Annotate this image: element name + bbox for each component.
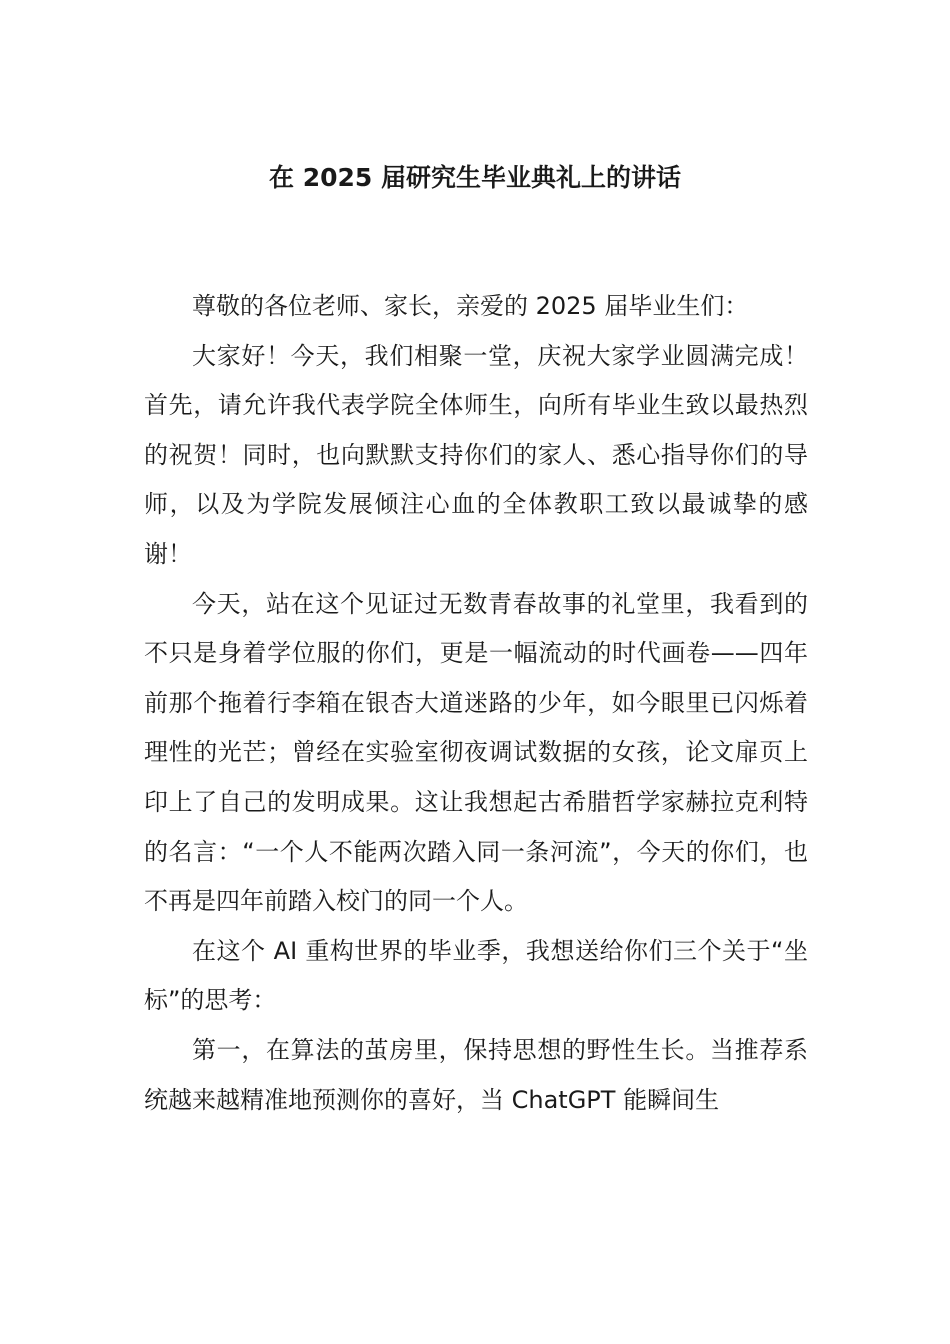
paragraph-reflection: 今天，站在这个见证过无数青春故事的礼堂里，我看到的不只是身着学位服的你们，更是一幅流动的时代画卷——四年前那个拖着行李箱在银杏大道迷路的少年，如今眼里已闪烁着理性的光芒；曾经在实验室彻夜调试数据的女孩，论文扉页上印上了自己的发明成果。这让我想起古希腊哲学家赫拉克利特的名言：“一个人不能两次踏入同一条河流”，今天的你们，也不再是四年前踏入校门的同一个人。 [144, 589, 808, 916]
paragraph-salutation: 尊敬的各位老师、家长，亲爱的 2025 届毕业生们： [192, 292, 749, 320]
paragraph-first-point: 第一，在算法的茧房里，保持思想的野性生长。当推荐系统越来越精准地预测你的喜好，当 ChatGPT 能瞬间生 [144, 1035, 808, 1114]
document-body [144, 282, 808, 1125]
paragraph-greeting: 大家好！今天，我们相聚一堂，庆祝大家学业圆满完成！首先，请允许我代表学院全体师生，向所有毕业生致以最热烈的祝贺！同时，也向默默支持你们的家人、悉心指导你们的导师，以及为学院发展倾注心血的全体教职工致以最诚挚的感谢！ [144, 341, 808, 568]
paragraph-coordinates-intro: 在这个 AI 重构世界的毕业季，我想送给你们三个关于“坐标”的思考： [144, 936, 808, 1015]
document-title: 在 2025 届研究生毕业典礼上的讲话 [269, 163, 681, 192]
